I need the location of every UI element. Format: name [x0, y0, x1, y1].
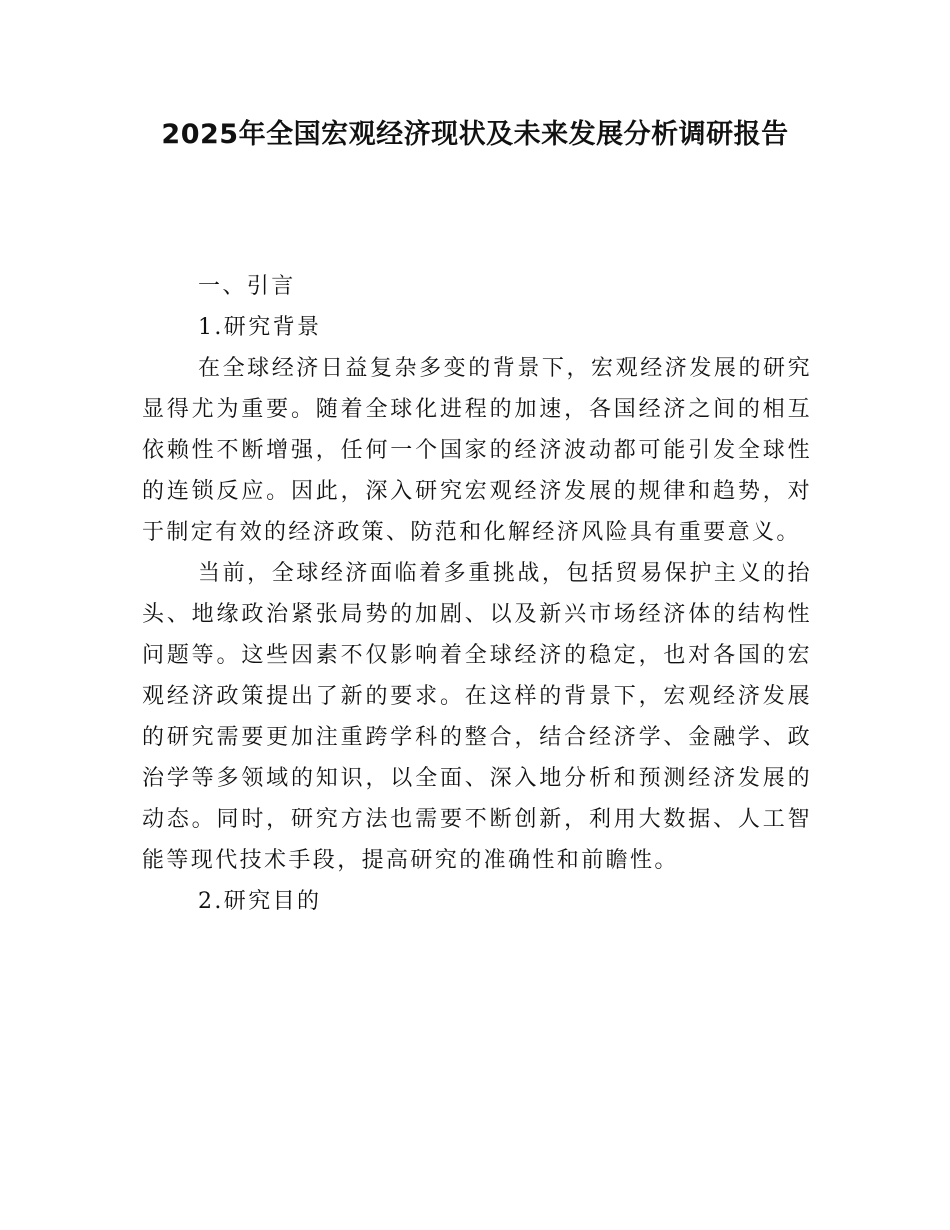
subsection-heading-research-purpose: 2.研究目的: [198, 889, 322, 914]
section-heading-introduction: 一、引言: [198, 274, 296, 299]
subsection-heading-research-background: 1.研究背景: [198, 315, 322, 340]
paragraph-background-1: 在全球经济日益复杂多变的背景下，宏观经济发展的研究显得尤为重要。随着全球化进程的加速，各国经济之间的相互依赖性不断增强，任何一个国家的经济波动都可能引发全球性的连锁反应。因此，深入研究宏观经济发展的规律和趋势，对于制定有效的经济政策、防范和化解经济风险具有重要意义。: [142, 356, 812, 545]
document-title: 2025年全国宏观经济现状及未来发展分析调研报告: [161, 119, 789, 150]
paragraph-background-2: 当前，全球经济面临着多重挑战，包括贸易保护主义的抬头、地缘政治紧张局势的加剧、以及新兴市场经济体的结构性问题等。这些因素不仅影响着全球经济的稳定，也对各国的宏观经济政策提出了新的要求。在这样的背景下，宏观经济发展的研究需要更加注重跨学科的整合，结合经济学、金融学、政治学等多领域的知识，以全面、深入地分析和预测经济发展的动态。同时，研究方法也需要不断创新，利用大数据、人工智能等现代技术手段，提高研究的准确性和前瞻性。: [142, 561, 812, 873]
document-body: [142, 266, 812, 922]
